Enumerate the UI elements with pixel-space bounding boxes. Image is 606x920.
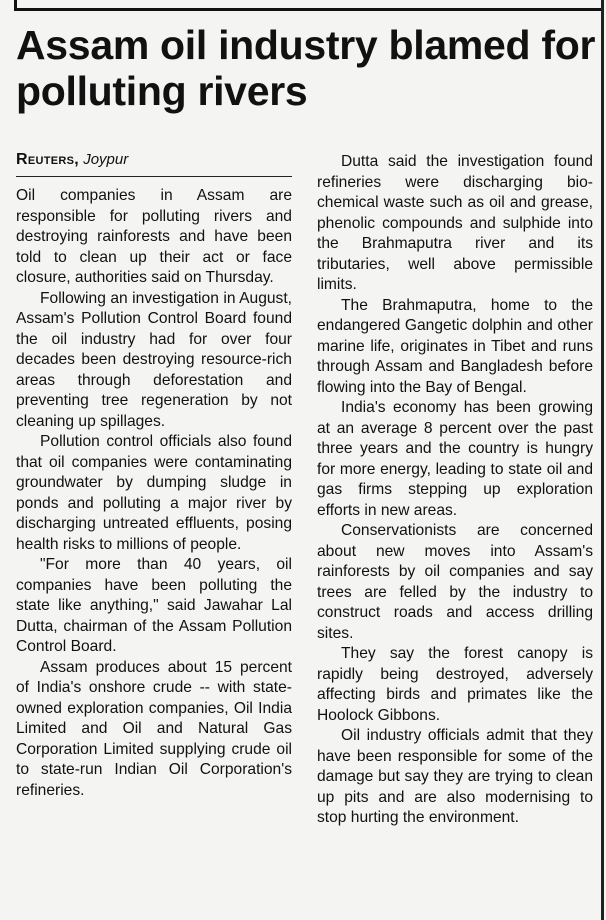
top-border-rule <box>14 0 604 11</box>
paragraph: Oil industry officials admit that they have been responsible for some of the damage but say they are trying to clean up pits and are also modernising to stop hurting the environment. <box>317 727 593 826</box>
byline <box>16 150 292 177</box>
paragraph: Following an investigation in August, Assam's Pollution Control Board found the oil industry had for over four decades been destroying resource-rich areas through deforestation and preventing tree regeneration by not cleaning up spillages. <box>16 289 292 430</box>
headline: Assam oil industry blamed for polluting rivers <box>16 22 596 114</box>
paragraph: "For more than 40 years, oil companies have been polluting the state like anything," said Jawahar Lal Dutta, chairman of the Assam Pollution Control Board. <box>16 556 292 655</box>
paragraph: Assam produces about 15 percent of India's onshore crude -- with state-owned exploration companies, Oil India Limited and Oil and Natural Gas Corporation Limited supplying crude oil to state-run Indian Oil Corporation's refineries. <box>16 658 292 799</box>
right-column <box>317 152 593 829</box>
paragraph: The Brahmaputra, home to the endangered Gangetic dolphin and other marine life, originates in Tibet and runs through Assam and Bangladesh before flowing into the Bay of Bengal. <box>317 296 593 396</box>
paragraph: Oil companies in Assam are responsible for polluting rivers and destroying rainforests and have been told to clean up their act or face closure, authorities said on Thursday. <box>16 187 292 286</box>
right-border-rule <box>601 0 604 920</box>
byline-location: Joypur <box>83 151 129 168</box>
paragraph: Pollution control officials also found that oil companies were contaminating groundwater by dumping sludge in ponds and polluting a major river by discharging untreated effluents, posing health risks to millions of people. <box>16 433 292 553</box>
paragraph: India's economy has been growing at an average 8 percent over the past three years and the country is hungry for more energy, leading to state oil and gas firms stepping up exploration efforts in new areas. <box>317 399 593 519</box>
paragraph: Dutta said the investigation found refineries were discharging bio-chemical waste such as oil and grease, phenolic compounds and sulphide into the Brahmaputra river and its tributaries, well above permissible limits. <box>317 153 593 293</box>
left-column <box>16 150 292 801</box>
paragraph: Conservationists are concerned about new moves into Assam's rainforests by oil companies and say trees are felled by the industry to construct roads and access drilling sites. <box>317 522 593 642</box>
paragraph: They say the forest canopy is rapidly being destroyed, adversely affecting birds and primates like the Hoolock Gibbons. <box>317 645 593 724</box>
byline-agency: Reuters, <box>16 151 80 168</box>
